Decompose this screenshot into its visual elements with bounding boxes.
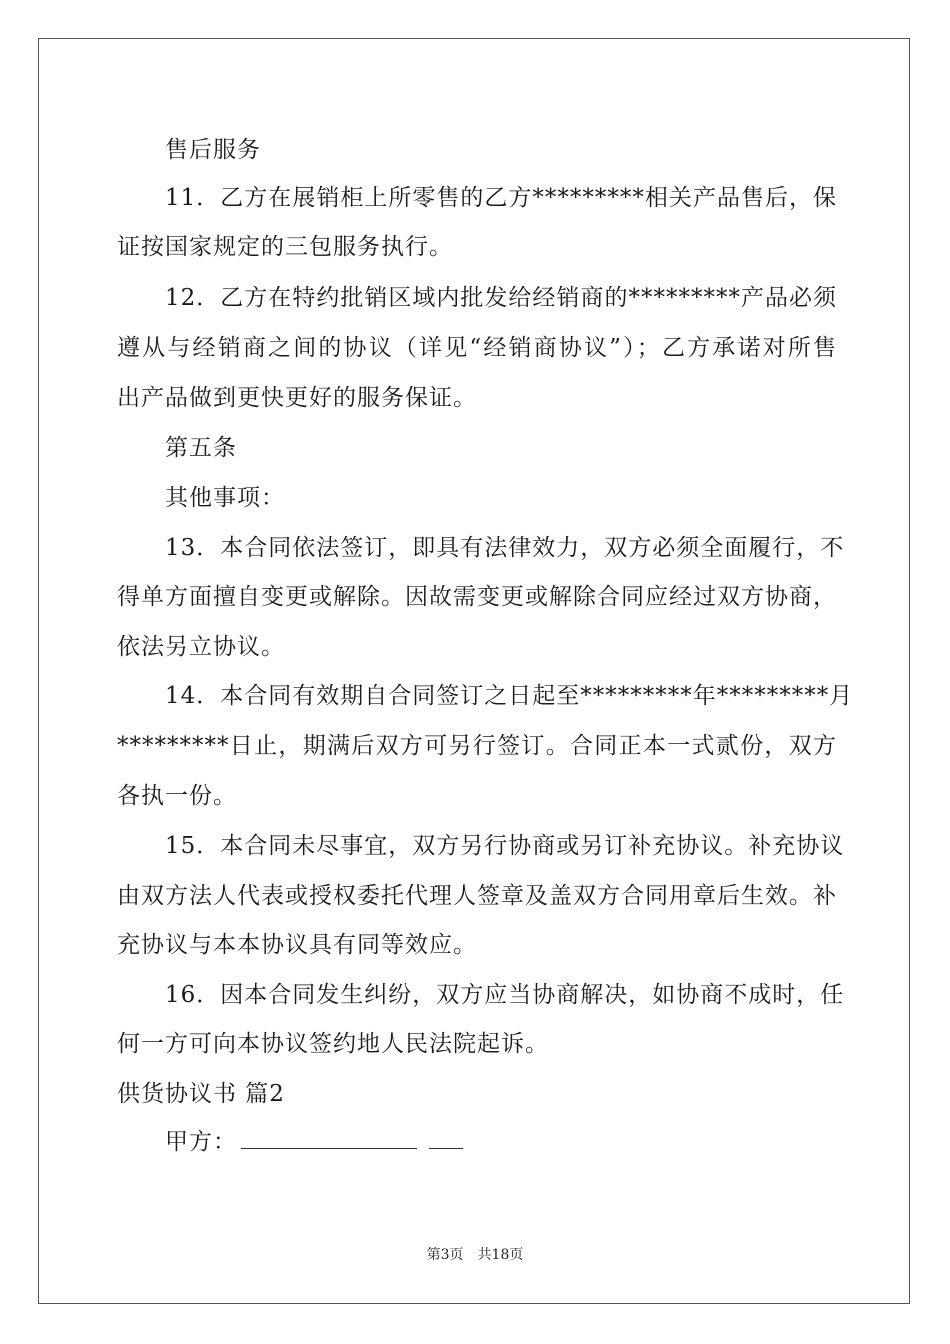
clause-16-line-1: 16．因本合同发生纠纷，双方应当协商解决，如协商不成时，任 bbox=[165, 982, 845, 1008]
clause-11-line-1: 11．乙方在展销柜上所零售的乙方*********相关产品售后，保 bbox=[165, 185, 837, 211]
clause-15-line-3: 充协议与本本协议具有同等效应。 bbox=[117, 932, 477, 958]
clause-12-line-1: 12．乙方在特约批销区域内批发给经销商的*********产品必须 bbox=[165, 285, 837, 311]
clause-15-line-2: 由双方法人代表或授权委托代理人签章及盖双方合同用章后生效。补 bbox=[117, 883, 837, 909]
clause-15-line-1: 15．本合同未尽事宜，双方另行协商或另订补充协议。补充协议 bbox=[165, 833, 845, 859]
party-a-blank-short bbox=[429, 1122, 463, 1149]
clause-12-line-2: 遵从与经销商之间的协议（详见“经销商协议”）；乙方承诺对所售 bbox=[117, 335, 837, 361]
clause-14-line-1: 14．本合同有效期自合同签订之日起至*********年*********月 bbox=[165, 683, 854, 709]
clause-12-line-3: 出产品做到更快更好的服务保证。 bbox=[117, 385, 477, 411]
party-a-blank bbox=[241, 1122, 417, 1149]
party-a-label: 甲方： bbox=[165, 1129, 237, 1155]
clause-14-line-2: *********日止，期满后双方可另行签订。合同正本一式贰份，双方 bbox=[117, 733, 837, 759]
clause-13-line-1: 13．本合同依法签订，即具有法律效力，双方必须全面履行，不 bbox=[165, 535, 845, 561]
clause-16-line-2: 何一方可向本协议签约地人民法院起诉。 bbox=[117, 1031, 549, 1057]
section-heading-after-sales: 售后服务 bbox=[165, 137, 261, 163]
article-five-heading: 第五条 bbox=[165, 435, 237, 461]
agreement-2-title: 供货协议书 篇2 bbox=[117, 1081, 285, 1107]
clause-11-line-2: 证按国家规定的三包服务执行。 bbox=[117, 234, 453, 260]
page-footer: 第3页 共18页 bbox=[426, 1247, 524, 1263]
party-a-row bbox=[165, 1122, 837, 1162]
clause-14-line-3: 各执一份。 bbox=[117, 783, 237, 809]
clause-13-line-3: 依法另立协议。 bbox=[117, 634, 285, 660]
clause-13-line-2: 得单方面擅自变更或解除。因故需变更或解除合同应经过双方协商， bbox=[117, 584, 837, 610]
other-matters-heading: 其他事项： bbox=[165, 485, 285, 511]
